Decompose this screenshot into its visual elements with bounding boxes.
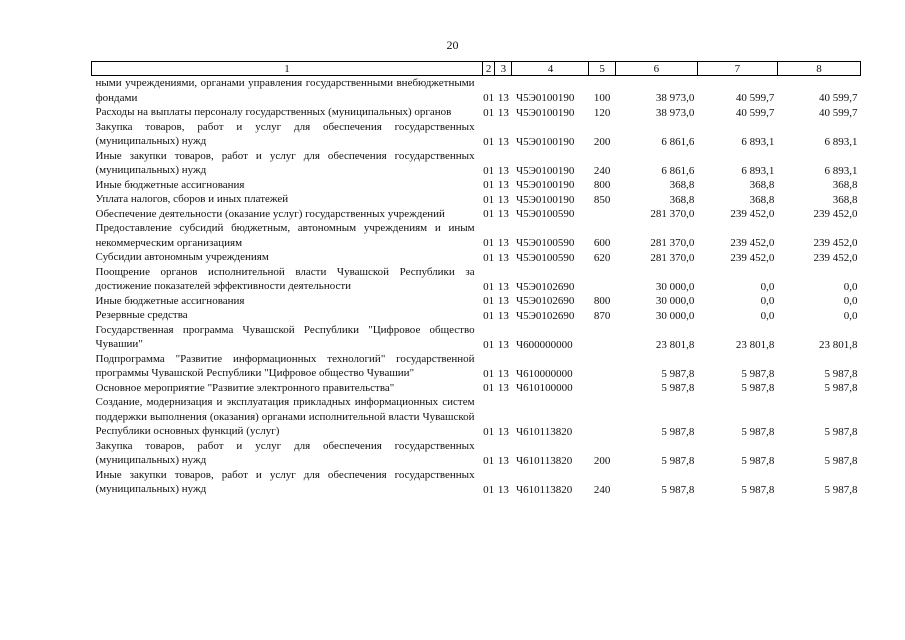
row-amount-2: 23 801,8: [735, 338, 775, 351]
row-subsection: 13: [497, 454, 509, 467]
row-amount-3: 368,8: [832, 179, 858, 191]
row-expense-type: 870: [593, 309, 611, 322]
row-amount-1: 30 000,0: [655, 280, 695, 293]
table-row: [92, 178, 861, 193]
row-name: Субсидии автономным учреждениям: [95, 251, 269, 263]
row-section: 01: [483, 193, 495, 206]
row-amount-2: 40 599,7: [735, 92, 775, 104]
header-col-8: 8: [777, 62, 860, 76]
row-amount-3: 0,0: [843, 295, 858, 307]
row-amount-3: 5 987,8: [824, 454, 858, 467]
row-section: 01: [483, 135, 495, 148]
row-amount-1: 368,8: [669, 179, 695, 191]
row-expense-type: 200: [593, 135, 611, 148]
row-amount-3: 40 599,7: [819, 92, 858, 104]
row-name: Иные закупки товаров, работ и услуг для обеспечения государственных (муниципальных) нужд: [95, 468, 475, 495]
row-amount-1: 30 000,0: [655, 295, 695, 307]
row-section: 01: [483, 382, 495, 394]
row-section: 01: [483, 295, 495, 307]
row-name: ными учреждениями, органами управления государственными внебюджетными фондами: [95, 77, 475, 104]
row-name: Основное мероприятие "Развитие электронного правительства": [95, 381, 395, 394]
header-col-2: 2: [483, 62, 495, 76]
row-name: Закупка товаров, работ и услуг для обеспечения государственных (муниципальных) нужд: [95, 120, 475, 147]
header-col-4: 4: [512, 62, 589, 76]
table-row: [92, 265, 861, 294]
row-name: Расходы на выплаты персоналу государственных (муниципальных) органов: [95, 106, 452, 118]
row-amount-2: 239 452,0: [730, 208, 775, 220]
row-name: Уплата налогов, сборов и иных платежей: [95, 193, 289, 205]
row-amount-3: 40 599,7: [819, 106, 858, 119]
row-section: 01: [483, 309, 495, 322]
row-amount-2: 5 987,8: [741, 425, 775, 438]
row-name: Иные бюджетные ассигнования: [95, 294, 245, 307]
row-subsection: 13: [497, 280, 509, 293]
row-name: Иные бюджетные ассигнования: [95, 178, 245, 191]
table-row: [92, 192, 861, 207]
table-row: [92, 294, 861, 309]
row-section: 01: [483, 179, 495, 191]
row-amount-2: 5 987,8: [741, 382, 775, 394]
row-section: 01: [483, 251, 495, 264]
row-expense-type: [589, 352, 615, 381]
row-amount-3: 239 452,0: [813, 237, 858, 249]
row-expense-type: 240: [593, 483, 611, 496]
table-body: [92, 76, 861, 497]
row-expense-type: 240: [593, 164, 611, 177]
row-subsection: 13: [497, 164, 509, 177]
row-subsection: 13: [497, 251, 509, 264]
row-target-code: Ч5Э0102690: [515, 280, 575, 293]
row-target-code: Ч610113820: [515, 483, 573, 496]
row-expense-type: [589, 395, 615, 439]
row-subsection: 13: [497, 295, 509, 307]
header-col-5: 5: [589, 62, 615, 76]
row-amount-2: 40 599,7: [735, 106, 775, 119]
row-amount-2: 239 452,0: [730, 251, 775, 264]
row-amount-1: 5 987,8: [661, 483, 695, 496]
row-subsection: 13: [497, 338, 509, 351]
row-amount-2: 6 893,1: [741, 135, 775, 148]
row-amount-2: 239 452,0: [730, 237, 775, 249]
table-row: [92, 250, 861, 265]
header-col-1: 1: [92, 62, 483, 76]
row-amount-2: 5 987,8: [741, 483, 775, 496]
row-amount-1: 6 861,6: [661, 164, 695, 177]
row-amount-2: 0,0: [760, 280, 775, 293]
row-amount-1: 5 987,8: [661, 382, 695, 394]
table-row: [92, 395, 861, 439]
table-row: [92, 468, 861, 497]
row-subsection: 13: [497, 237, 509, 249]
row-amount-1: 5 987,8: [661, 425, 695, 438]
row-amount-2: 6 893,1: [741, 164, 775, 177]
row-amount-3: 368,8: [832, 193, 858, 206]
row-amount-3: 0,0: [843, 309, 858, 322]
table-row: [92, 381, 861, 396]
row-subsection: 13: [497, 309, 509, 322]
row-section: 01: [483, 164, 495, 177]
row-name: Иные закупки товаров, работ и услуг для обеспечения государственных (муниципальных) нужд: [95, 149, 475, 176]
row-target-code: Ч5Э0100190: [515, 92, 575, 104]
row-name: Обеспечение деятельности (оказание услуг) государственных учреждений: [95, 207, 445, 220]
row-amount-3: 0,0: [843, 280, 858, 293]
row-target-code: Ч5Э0102690: [515, 309, 575, 322]
row-expense-type: 850: [593, 193, 611, 206]
row-section: 01: [483, 208, 495, 220]
page-number: 20: [446, 38, 459, 52]
row-subsection: 13: [497, 382, 509, 394]
row-subsection: 13: [497, 483, 509, 496]
row-name: Государственная программа Чувашской Республики "Цифровое общество Чувашии": [95, 323, 475, 350]
row-amount-3: 6 893,1: [824, 164, 858, 177]
row-expense-type: [589, 265, 615, 294]
row-expense-type: 800: [593, 179, 611, 191]
row-target-code: Ч5Э0100590: [515, 208, 575, 220]
row-subsection: 13: [497, 135, 509, 148]
row-amount-1: 281 370,0: [650, 237, 695, 249]
row-target-code: Ч5Э0100590: [515, 251, 575, 264]
table-header-row: [92, 62, 861, 76]
row-section: 01: [483, 237, 495, 249]
row-name: Предоставление субсидий бюджетным, автономным учреждениям и иным некоммерческим организациям: [95, 222, 475, 249]
row-expense-type: 800: [593, 295, 611, 307]
row-amount-1: 368,8: [669, 193, 695, 206]
row-subsection: 13: [497, 106, 509, 119]
row-amount-2: 5 987,8: [741, 367, 775, 380]
row-amount-3: 5 987,8: [824, 367, 858, 380]
row-target-code: Ч610100000: [515, 382, 573, 394]
row-amount-1: 30 000,0: [655, 309, 695, 322]
row-target-code: Ч5Э0100190: [515, 193, 575, 206]
row-section: 01: [483, 425, 495, 438]
row-amount-3: 239 452,0: [813, 251, 858, 264]
row-expense-type: 120: [593, 106, 611, 119]
row-expense-type: [589, 381, 615, 396]
row-section: 01: [483, 280, 495, 293]
row-expense-type: 200: [593, 454, 611, 467]
row-section: 01: [483, 454, 495, 467]
table-row: [92, 105, 861, 120]
row-amount-2: 0,0: [760, 309, 775, 322]
row-target-code: Ч600000000: [515, 338, 573, 351]
table-row: [92, 221, 861, 250]
row-name: Создание, модернизация и эксплуатация прикладных информационных систем поддержки выполнения (оказания) органами исполнительной власти Чувашской Республики основных функций (услуг): [95, 396, 475, 437]
row-target-code: Ч610000000: [515, 367, 573, 380]
row-target-code: Ч5Э0100190: [515, 179, 575, 191]
row-subsection: 13: [497, 208, 509, 220]
header-col-3: 3: [495, 62, 512, 76]
table-row: [92, 120, 861, 149]
row-amount-3: 5 987,8: [824, 382, 858, 394]
row-amount-1: 6 861,6: [661, 135, 695, 148]
row-target-code: Ч5Э0100190: [515, 106, 575, 119]
table-row: [92, 76, 861, 106]
row-amount-1: 5 987,8: [661, 454, 695, 467]
row-amount-1: 281 370,0: [650, 251, 695, 264]
row-amount-2: 368,8: [749, 179, 775, 191]
row-amount-3: 5 987,8: [824, 425, 858, 438]
table-row: [92, 149, 861, 178]
row-amount-1: 5 987,8: [661, 367, 695, 380]
table-row: [92, 352, 861, 381]
row-name: Подпрограмма "Развитие информационных технологий" государственной программы Чувашской Республики "Цифровое общество Чувашии": [95, 352, 475, 379]
row-name: Поощрение органов исполнительной власти Чувашской Республики за достижение показателей эффективности деятельности: [95, 265, 475, 292]
table-row: [92, 323, 861, 352]
row-target-code: Ч5Э0100590: [515, 237, 575, 249]
row-amount-1: 281 370,0: [650, 208, 695, 220]
row-subsection: 13: [497, 179, 509, 191]
row-amount-2: 0,0: [760, 295, 775, 307]
row-amount-3: 239 452,0: [813, 208, 858, 220]
row-subsection: 13: [497, 367, 509, 380]
row-section: 01: [483, 483, 495, 496]
row-target-code: Ч5Э0102690: [515, 295, 575, 307]
row-section: 01: [483, 106, 495, 119]
row-subsection: 13: [497, 92, 509, 104]
row-section: 01: [483, 338, 495, 351]
budget-table: [91, 61, 861, 497]
row-name: Резервные средства: [95, 309, 188, 321]
row-section: 01: [483, 92, 495, 104]
row-target-code: Ч610113820: [515, 425, 573, 438]
row-subsection: 13: [497, 193, 509, 206]
row-amount-2: 5 987,8: [741, 454, 775, 467]
row-amount-2: 368,8: [749, 193, 775, 206]
row-amount-3: 23 801,8: [819, 338, 858, 351]
header-col-6: 6: [615, 62, 697, 76]
row-expense-type: 600: [593, 237, 611, 249]
table-row: [92, 207, 861, 222]
row-amount-3: 5 987,8: [824, 483, 858, 496]
table-row: [92, 439, 861, 468]
row-section: 01: [483, 367, 495, 380]
row-amount-1: 38 973,0: [655, 106, 695, 119]
row-target-code: Ч610113820: [515, 454, 573, 467]
row-amount-3: 6 893,1: [824, 135, 858, 148]
header-col-7: 7: [697, 62, 777, 76]
row-target-code: Ч5Э0100190: [515, 135, 575, 148]
row-expense-type: [589, 323, 615, 352]
row-amount-1: 38 973,0: [655, 92, 695, 104]
table-row: [92, 308, 861, 323]
row-amount-1: 23 801,8: [655, 338, 695, 351]
row-expense-type: 620: [593, 251, 611, 264]
row-expense-type: 100: [593, 92, 611, 104]
row-target-code: Ч5Э0100190: [515, 164, 575, 177]
row-subsection: 13: [497, 425, 509, 438]
row-name: Закупка товаров, работ и услуг для обеспечения государственных (муниципальных) нужд: [95, 439, 475, 466]
row-expense-type: [589, 207, 615, 222]
